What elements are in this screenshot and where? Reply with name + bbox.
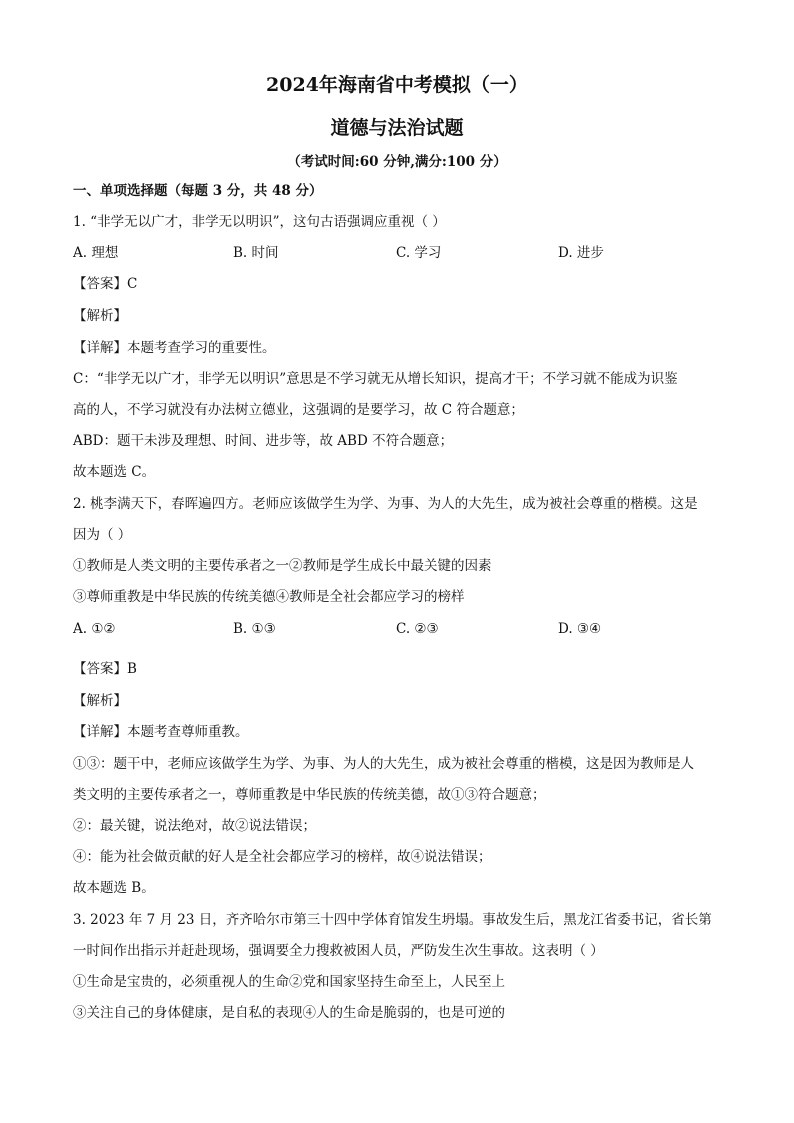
exam-subtitle: 道德与法治试题: [330, 117, 464, 139]
q3-stem-2: 一时间作出指示并赶赴现场，强调要全力搜救被困人员，严防发生次生事故。这表明（ ）: [73, 943, 604, 959]
q1-answer: 【答案】C: [73, 276, 138, 292]
q1-explanation-3: ABD：题干未涉及理想、时间、进步等，故 ABD 不符合题意；: [73, 433, 454, 449]
q1-analysis: 【解析】: [73, 308, 127, 324]
exam-title: 2024年海南省中考模拟（一）: [266, 74, 528, 96]
exam-info: （考试时间:60 分钟,满分:100 分）: [287, 154, 507, 170]
q2-item-2: ③尊师重教是中华民族的传统美德④教师是全社会都应学习的榜样: [73, 589, 465, 605]
q3-item-1: ①生命是宝贵的，必须重视人的生命②党和国家坚持生命至上，人民至上: [73, 974, 505, 990]
q2-option-d: D. ③④: [558, 621, 602, 637]
q1-option-b: B. 时间: [233, 245, 279, 261]
q2-option-c: C. ②③: [396, 621, 439, 637]
q2-explanation-2: 类文明的主要传承者之一，尊师重教是中华民族的传统美德，故①③符合题意；: [73, 787, 546, 803]
q1-explanation-2: 高的人，不学习就没有办法树立德业，这强调的是要学习，故 C 符合题意；: [73, 402, 524, 418]
section-heading: 一、单项选择题（每题 3 分，共 48 分）: [73, 183, 323, 199]
q1-option-a: A. 理想: [73, 245, 119, 261]
q2-detail: 【详解】本题考查尊师重教。: [73, 724, 249, 740]
q1-option-c: C. 学习: [396, 245, 442, 261]
q2-explanation-1: ①③：题干中，老师应该做学生为学、为事、为人的大先生，成为被社会尊重的楷模，这是因为教师是人: [73, 756, 694, 772]
q1-stem: 1. “非学无以广才，非学无以明识”，这句古语强调应重视（ ）: [73, 214, 446, 230]
q2-answer: 【答案】B: [73, 661, 137, 677]
q2-explanation-3: ②：最关键，说法绝对，故②说法错误；: [73, 818, 316, 834]
q1-explanation-1: C：“非学无以广才，非学无以明识”意思是不学习就无从增长知识，提高才干；不学习就不能成为识鉴: [73, 371, 678, 387]
q3-stem-1: 3. 2023 年 7 月 23 日，齐齐哈尔市第三十四中学体育馆发生坍塌。事故发生后，黑龙江省委书记，省长第: [73, 912, 712, 928]
q2-conclusion: 故本题选 B。: [73, 880, 155, 896]
q2-item-1: ①教师是人类文明的主要传承者之一②教师是学生成长中最关键的因素: [73, 558, 492, 574]
q3-item-2: ③关注自己的身体健康，是自私的表现④人的生命是脆弱的，也是可逆的: [73, 1005, 505, 1021]
q1-option-d: D. 进步: [558, 245, 604, 261]
q2-analysis: 【解析】: [73, 693, 127, 709]
q2-option-a: A. ①②: [73, 621, 116, 637]
q1-detail: 【详解】本题考查学习的重要性。: [73, 340, 276, 356]
q1-conclusion: 故本题选 C。: [73, 464, 156, 480]
q2-explanation-4: ④：能为社会做贡献的好人是全社会都应学习的榜样，故④说法错误；: [73, 849, 492, 865]
q2-stem-2: 因为（ ）: [73, 527, 132, 543]
q2-stem-1: 2. 桃李满天下，春晖遍四方。老师应该做学生为学、为事、为人的大先生，成为被社会尊重的楷模。这是: [73, 496, 698, 512]
q2-option-b: B. ①③: [233, 621, 276, 637]
